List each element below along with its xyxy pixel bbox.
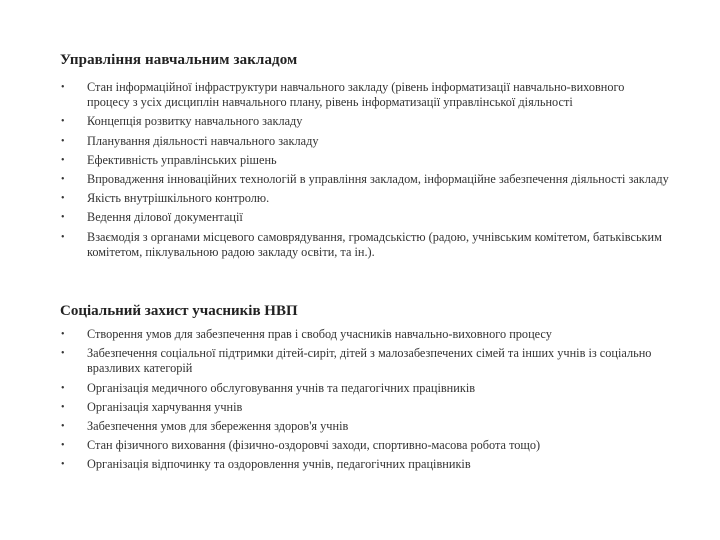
list-item-text: Ефективність управлінських рішень [87, 152, 277, 167]
bullet-icon: • [61, 116, 65, 128]
list-item-text: Концепція розвитку навчального закладу [87, 114, 303, 129]
list-item [60, 346, 670, 376]
list-item [60, 80, 670, 110]
bullet-icon: • [61, 459, 65, 471]
bullet-icon: • [61, 135, 65, 147]
list-item-text: Створення умов для забезпечення прав і свобод учасників навчально-виховного процесу [87, 327, 552, 341]
list-item-text: Організація медичного обслуговування учнів та педагогічних працівників [87, 380, 476, 395]
management-list [60, 80, 670, 264]
list-item [60, 438, 670, 453]
list-item-text: Стан інформаційної інфраструктури навчального закладу (рівень інформатизації навчально-виховного процесу з усіх дисциплін навчального плану, рівень інформатизації управлінської діяльності [87, 80, 625, 110]
list-item-text: Забезпечення умов для збереження здоров'я учнів [87, 419, 349, 434]
bullet-icon: • [61, 212, 65, 224]
bullet-icon: • [61, 329, 65, 340]
list-item-text: Ведення ділової документації [87, 210, 243, 225]
list-item-text: Планування діяльності навчального закладу [87, 133, 319, 148]
list-item [60, 114, 670, 129]
list-item-text: Організація відпочинку та оздоровлення учнів, педагогічних працівників [87, 457, 471, 472]
list-item-text: Впровадження інноваційних технологій в управління закладом, інформаційне забезпечення діяльності закладу [87, 172, 669, 187]
bullet-icon: • [61, 401, 65, 413]
list-item [60, 172, 670, 187]
bullet-icon: • [61, 193, 65, 205]
list-item [60, 381, 670, 396]
list-item-text: Забезпечення соціальної підтримки дітей-сиріт, дітей з малозабезпечених сімей та інших учнів із соціально вразливих категорій [87, 346, 652, 376]
list-item [60, 419, 670, 434]
section-title-social-protection: Соціальний захист учасників НВП [60, 303, 298, 319]
list-item [60, 230, 670, 260]
bullet-icon: • [61, 231, 65, 243]
list-item-text: Якість внутрішкільного контролю. [87, 191, 270, 206]
bullet-icon: • [61, 174, 65, 186]
bullet-icon: • [61, 82, 65, 93]
list-item [60, 400, 670, 415]
bullet-icon: • [61, 154, 65, 166]
bullet-icon: • [61, 421, 65, 433]
list-item [60, 210, 670, 225]
list-item-text: Взаємодія з органами місцевого самоврядування, громадськістю (радою, учнівським комітетом, батьківським комітетом, піклувальною радою закладу освіти, та ін.). [87, 229, 662, 259]
list-item [60, 327, 670, 342]
list-item [60, 457, 670, 472]
list-item [60, 191, 670, 206]
social-protection-list [60, 327, 670, 477]
list-item-text: Організація харчування учнів [87, 399, 243, 414]
bullet-icon: • [61, 440, 65, 452]
bullet-icon: • [61, 382, 65, 394]
bullet-icon: • [61, 348, 65, 360]
list-item [60, 134, 670, 149]
section-title-management: Управління навчальним закладом [60, 52, 298, 68]
list-item [60, 153, 670, 168]
list-item-text: Стан фізичного виховання (фізично-оздоровчі заходи, спортивно-масова робота тощо) [87, 438, 541, 453]
